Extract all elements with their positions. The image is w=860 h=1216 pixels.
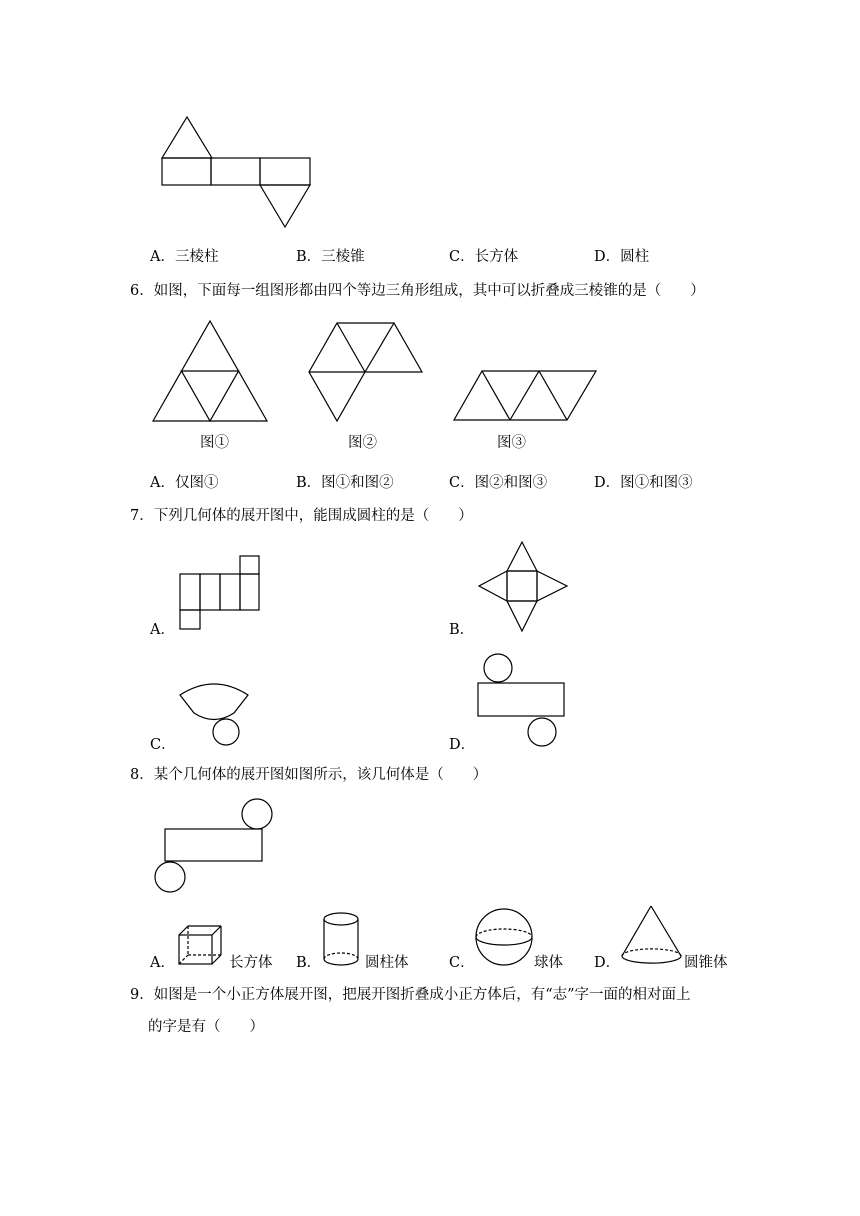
q6-option-d[interactable]: D．图①和图③ xyxy=(594,475,693,491)
q8-option-a-name: 长方体 xyxy=(229,955,273,971)
q8-option-d-name: 圆锥体 xyxy=(684,955,728,971)
q8-option-d-cone-figure xyxy=(620,904,684,968)
q8-stem: 8．某个几何体的展开图如图所示，该几何体是（ ） xyxy=(130,767,488,783)
q7-option-c[interactable]: C． xyxy=(150,737,176,753)
q8-option-b-letter[interactable]: B． xyxy=(296,955,322,971)
q9-stem-line-1: 9．如图是一个小正方体展开图，把展开图折叠成小正方体后，有“志”字一面的相对面上 xyxy=(130,987,691,1003)
q7-option-b[interactable]: B． xyxy=(449,622,475,638)
q5-net-figure xyxy=(160,115,315,230)
q7-option-b-figure xyxy=(478,541,570,633)
q6-figure-label-1: 图① xyxy=(200,435,229,451)
q8-option-b-name: 圆柱体 xyxy=(365,955,409,971)
q6-stem: 6．如图，下面每一组图形都由四个等边三角形组成，其中可以折叠成三棱锥的是（ ） xyxy=(130,283,705,299)
q6-figure-label-2: 图② xyxy=(348,435,377,451)
q8-option-d-letter[interactable]: D． xyxy=(594,955,621,971)
q8-net-figure xyxy=(152,798,276,896)
q7-option-d-figure xyxy=(476,652,568,748)
q7-option-a[interactable]: A． xyxy=(150,622,175,638)
q6-option-b[interactable]: B．图①和图② xyxy=(296,475,394,491)
q6-figure-2 xyxy=(308,322,426,424)
q8-option-b-cylinder-figure xyxy=(322,912,362,968)
q8-option-c-name: 球体 xyxy=(534,955,563,971)
q5-option-a[interactable]: A．三棱柱 xyxy=(150,249,219,265)
q5-option-c[interactable]: C．长方体 xyxy=(449,249,519,265)
q7-option-d[interactable]: D． xyxy=(449,737,476,753)
q5-option-b[interactable]: B．三棱锥 xyxy=(296,249,365,265)
q6-figure-label-3: 图③ xyxy=(497,435,526,451)
q6-figure-1 xyxy=(152,320,270,423)
q8-option-c-letter[interactable]: C． xyxy=(449,955,475,971)
q8-option-a-cuboid-figure xyxy=(178,925,224,967)
q5-option-d[interactable]: D．圆柱 xyxy=(594,249,650,265)
q7-option-c-figure xyxy=(178,683,252,747)
q7-option-a-figure xyxy=(179,555,261,631)
q6-figure-3 xyxy=(453,370,599,422)
q6-option-c[interactable]: C．图②和图③ xyxy=(449,475,548,491)
q9-stem-line-2: 的字是有（ ） xyxy=(148,1019,264,1035)
q8-option-c-sphere-figure xyxy=(474,907,536,969)
q7-stem: 7．下列几何体的展开图中，能围成圆柱的是（ ） xyxy=(130,508,473,524)
q6-option-a[interactable]: A．仅图① xyxy=(150,475,219,491)
q8-option-a-letter[interactable]: A． xyxy=(150,955,175,971)
